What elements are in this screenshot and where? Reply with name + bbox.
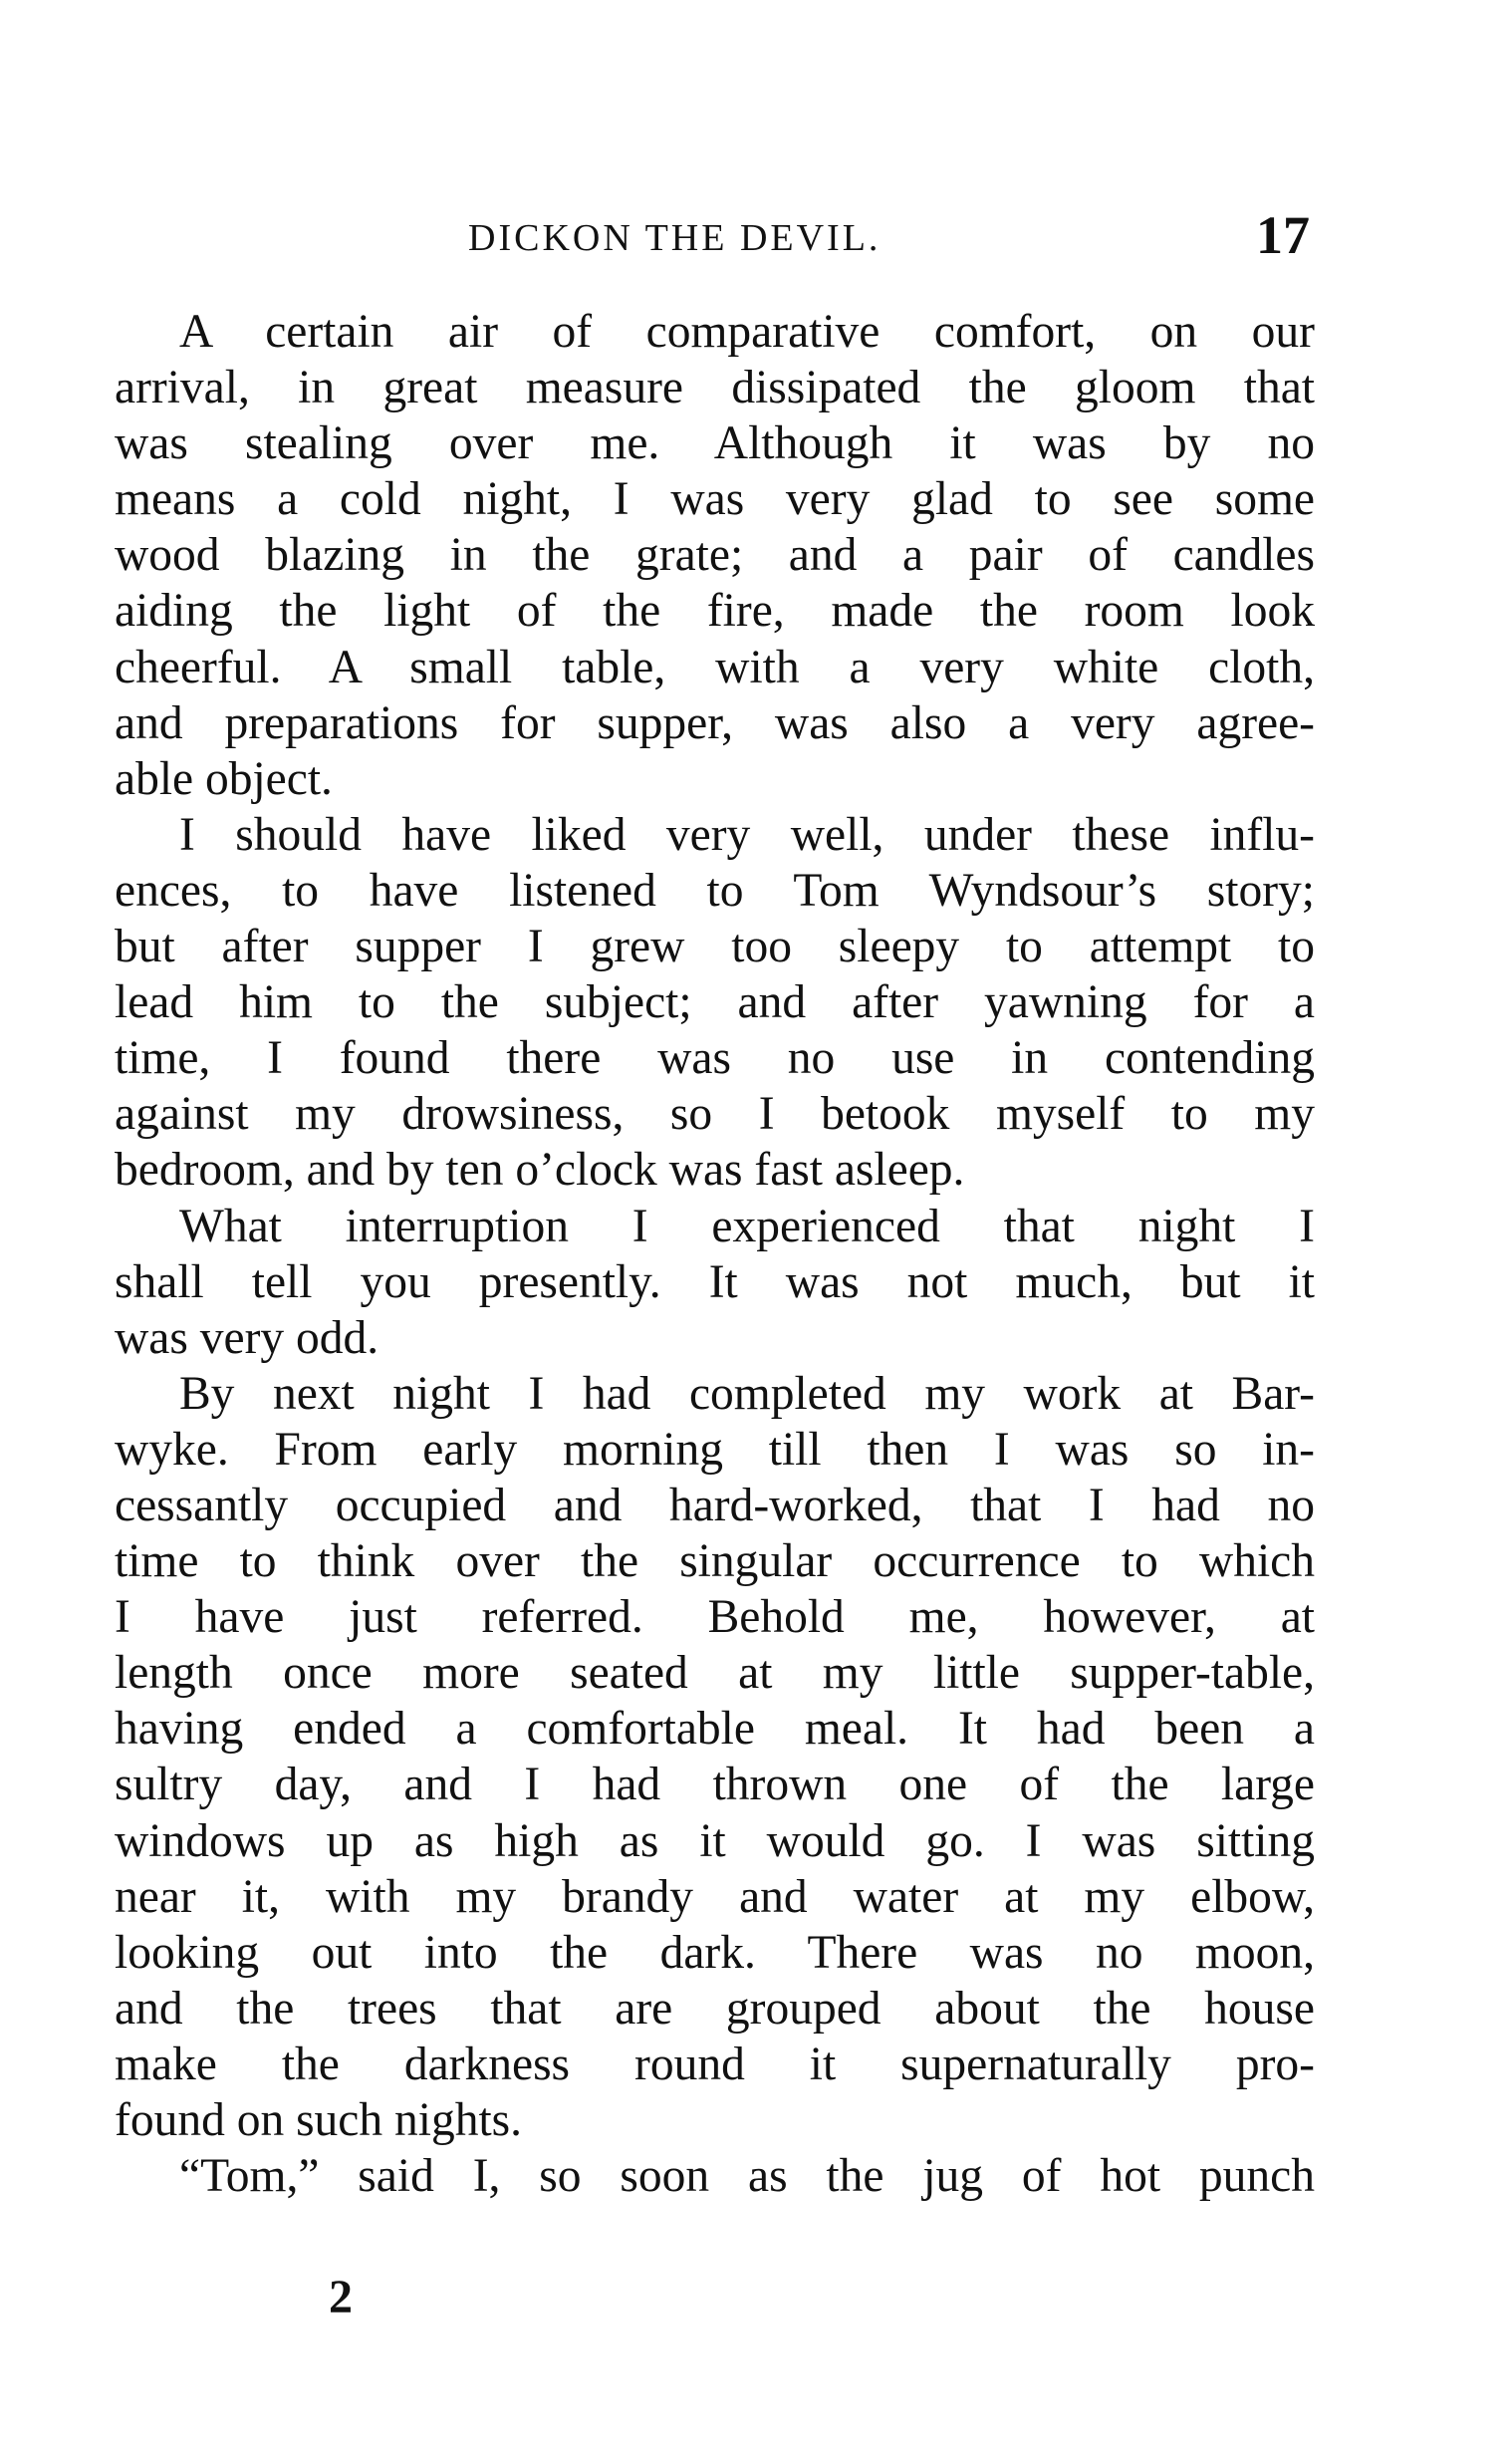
text-line: I have just referred. Behold me, however, at [115, 1591, 1315, 1644]
text-line: looking out into the dark. There was no moon, [115, 1926, 1315, 1979]
text-line: and preparations for supper, was also a very agree- [115, 696, 1315, 749]
text-line: able object. [115, 752, 333, 805]
text-line: against my drowsiness, so I betook myself to my [115, 1088, 1315, 1141]
text-line: aiding the light of the fire, made the room look [115, 585, 1315, 638]
page-number: 17 [1256, 205, 1310, 265]
text-line: was very odd. [115, 1311, 379, 1364]
text-line: and the trees that are grouped about the house [115, 1982, 1315, 2035]
text-line: shall tell you presently. It was not much, but it [115, 1255, 1315, 1308]
body-text [115, 304, 1315, 2204]
text-line: cessantly occupied and hard-worked, that I had no [115, 1479, 1315, 1531]
running-head [115, 204, 1310, 264]
text-line: wyke. From early morning till then I was so in- [115, 1423, 1315, 1476]
text-line: lead him to the subject; and after yawning for a [115, 976, 1315, 1029]
text-line: means a cold night, I was very glad to see some [115, 473, 1315, 526]
text-line: I should have liked very well, under these influ- [179, 808, 1315, 861]
text-line: A certain air of comparative comfort, on our [179, 306, 1315, 358]
text-line: arrival, in great measure dissipated the gloom that [115, 362, 1315, 414]
signature-mark: 2 [329, 2271, 353, 2323]
text-line: By next night I had completed my work at Bar- [179, 1367, 1315, 1420]
text-line: near it, with my brandy and water at my elbow, [115, 1870, 1315, 1923]
text-line: was stealing over me. Although it was by no [115, 417, 1315, 470]
text-line: sultry day, and I had thrown one of the large [115, 1759, 1315, 1811]
text-line: What interruption I experienced that night I [179, 1200, 1315, 1252]
text-line: windows up as high as it would go. I was sitting [115, 1814, 1315, 1867]
text-line: time to think over the singular occurrence to which [115, 1535, 1315, 1588]
text-line: make the darkness round it supernaturally pro- [115, 2038, 1315, 2090]
paragraph [115, 304, 1315, 807]
text-line: but after supper I grew too sleepy to attempt to [115, 921, 1315, 973]
text-line: wood blazing in the grate; and a pair of candles [115, 529, 1315, 582]
text-line: bedroom, and by ten o’clock was fast asleep. [115, 1144, 965, 1197]
paragraph [115, 807, 1315, 1199]
text-line: found on such nights. [115, 2094, 523, 2146]
text-line: length once more seated at my little supper-table, [115, 1647, 1315, 1700]
running-title: DICKON THE DEVIL. [468, 217, 882, 259]
text-line: “Tom,” said I, so soon as the jug of hot punch [179, 2150, 1315, 2203]
text-line: having ended a comfortable meal. It had been a [115, 1703, 1315, 1756]
text-line: cheerful. A small table, with a very white cloth, [115, 641, 1315, 693]
paragraph [115, 1199, 1315, 1366]
text-line: time, I found there was no use in contending [115, 1032, 1315, 1085]
paragraph [115, 1366, 1315, 2148]
paragraph [115, 2148, 1315, 2204]
text-line: ences, to have listened to Tom Wyndsour’s story; [115, 864, 1315, 917]
